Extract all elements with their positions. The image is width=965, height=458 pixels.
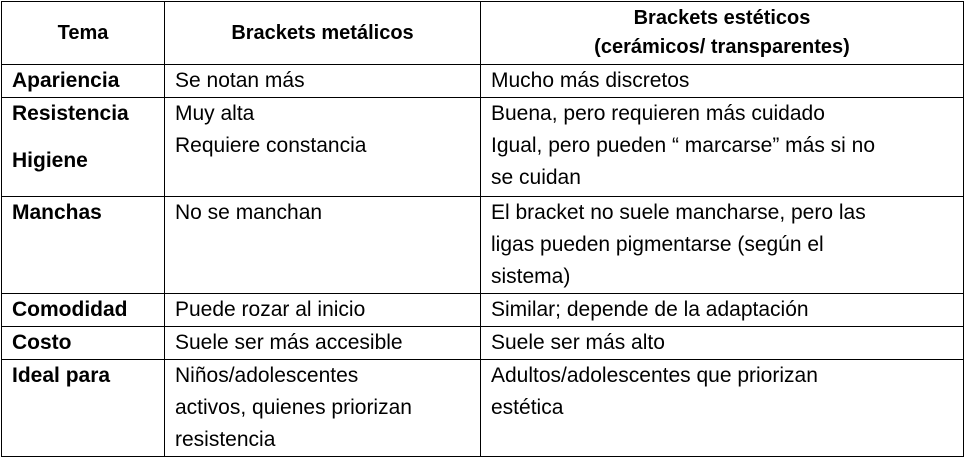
cell-apariencia-metal: Se notan más <box>165 65 481 98</box>
header-estetico-line2: (cerámicos/ transparentes) <box>594 36 850 58</box>
header-tema: Tema <box>2 2 165 65</box>
cell-resistencia-estetico: Buena, pero requieren más cuidado <box>491 102 825 125</box>
row-label-resistencia: Resistencia <box>12 102 129 125</box>
table-row <box>2 294 964 327</box>
cell-ideal-estetico <box>481 360 964 457</box>
cell-higiene-metal: Requiere constancia <box>175 134 367 157</box>
cell-resistencia-higiene-estetico <box>481 98 964 197</box>
header-estetico-line1: Brackets estéticos <box>633 7 811 29</box>
cell-ideal-metal-line3: resistencia <box>175 428 276 451</box>
cell-costo-metal: Suele ser más accesible <box>165 327 481 360</box>
row-label-ideal: Ideal para <box>2 360 165 457</box>
row-label-manchas: Manchas <box>2 197 165 294</box>
header-estetico <box>481 2 964 65</box>
cell-resistencia-metal: Muy alta <box>175 102 255 125</box>
cell-manchas-estetico-line1: El bracket no suele mancharse, pero las <box>491 201 866 224</box>
cell-comodidad-estetico: Similar; depende de la adaptación <box>481 294 964 327</box>
table-row <box>2 327 964 360</box>
cell-ideal-estetico-line2: estética <box>491 396 564 419</box>
cell-comodidad-metal: Puede rozar al inicio <box>165 294 481 327</box>
row-label-apariencia: Apariencia <box>2 65 165 98</box>
cell-apariencia-estetico: Mucho más discretos <box>481 65 964 98</box>
header-row <box>2 2 964 65</box>
cell-costo-estetico: Suele ser más alto <box>481 327 964 360</box>
row-label-resistencia-higiene <box>2 98 165 197</box>
cell-higiene-estetico-line2: se cuidan <box>491 166 581 189</box>
table-row <box>2 197 964 294</box>
table-row <box>2 360 964 457</box>
cell-manchas-estetico <box>481 197 964 294</box>
cell-manchas-metal: No se manchan <box>165 197 481 294</box>
cell-resistencia-higiene-metal <box>165 98 481 197</box>
cell-manchas-estetico-line2: ligas pueden pigmentarse (según el <box>491 233 824 256</box>
cell-ideal-metal-line2: activos, quienes priorizan <box>175 396 412 419</box>
row-label-higiene: Higiene <box>12 149 88 172</box>
table-row <box>2 65 964 98</box>
table-row <box>2 98 964 197</box>
cell-ideal-metal-line1: Niños/adolescentes <box>175 364 359 387</box>
header-metal: Brackets metálicos <box>165 2 481 65</box>
comparison-table <box>1 1 964 457</box>
row-label-comodidad: Comodidad <box>2 294 165 327</box>
cell-ideal-metal <box>165 360 481 457</box>
cell-ideal-estetico-line1: Adultos/adolescentes que priorizan <box>491 364 818 387</box>
cell-higiene-estetico-line1: Igual, pero pueden “ marcarse” más si no <box>491 134 876 157</box>
cell-manchas-estetico-line3: sistema) <box>491 265 571 288</box>
row-label-costo: Costo <box>2 327 165 360</box>
